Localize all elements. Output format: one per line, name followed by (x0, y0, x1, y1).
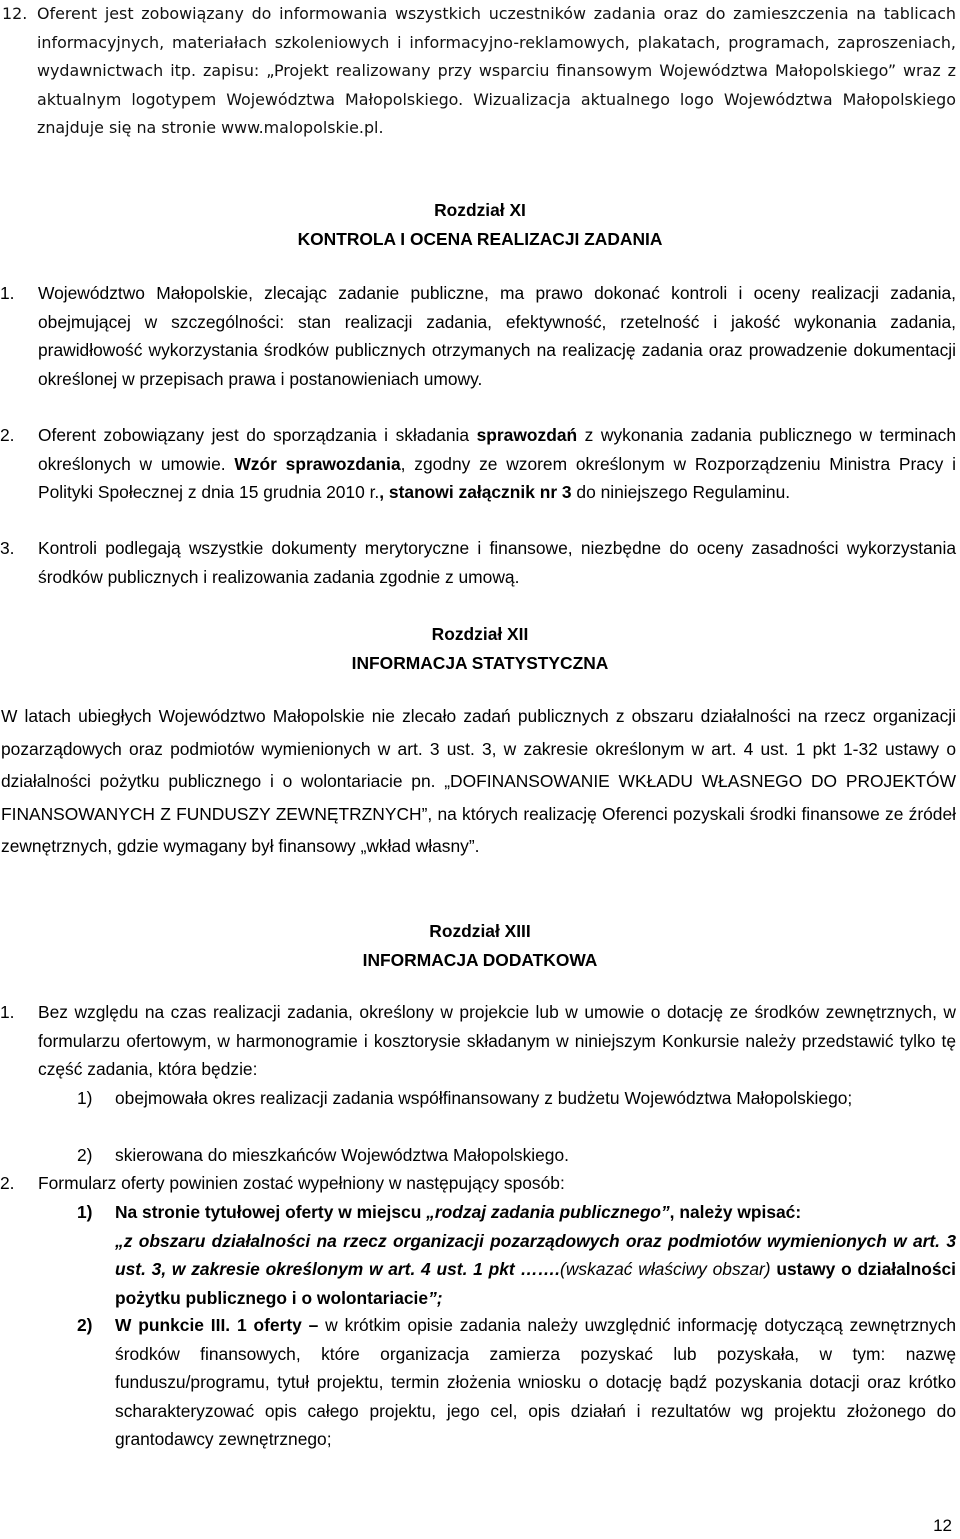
chapter-label: Rozdział XIII (429, 921, 531, 941)
page-number: 12 (933, 1516, 952, 1535)
paragraph-number: 2. (0, 1173, 15, 1193)
chapter-label: Rozdział XI (434, 200, 526, 220)
text-part: do niniejszego Regulaminu. (571, 482, 791, 502)
text-part: Oferent zobowiązany jest do sporządzania i składania (38, 425, 477, 445)
bold-part: , stanowi załącznik nr 3 (379, 482, 572, 502)
bold-italic-part: „rodzaj zadania publicznego” (426, 1202, 670, 1222)
subitem-text: obejmowała okres realizacji zadania współfinansowany z budżetu Województwa Małopolskiego; (115, 1088, 853, 1108)
paragraph-text: W latach ubiegłych Województwo Małopolskie nie zlecało zadań publicznych z obszaru działalności na rzecz organizacji pozarządowych oraz podmiotów wymienionych w art. 3 ust. 3, w zakresie określonym w art. 4 ust. 1 pkt 1-32 ustawy o działalności pożytku publicznego i o wolontariacie pn. „DOFINANSOWANIE WKŁADU WŁASNEGO DO PROJEKTÓW FINANSOWANYCH Z FUNDUSZY ZEWNĘTRZNYCH”, na których realizację Oferenci pozyskali środki finansowe ze źródeł zewnętrznych, gdzie wymagany był finansowy „wkład własny”. (1, 706, 956, 857)
chapter-title: INFORMACJA DODATKOWA (362, 949, 598, 970)
bold-part: ustawy o działalności pożytku publicznego i o wolontariacie (115, 1259, 957, 1308)
bold-italic-part: ”; (428, 1287, 443, 1308)
bold-italic-part: „z obszaru działalności na rzecz organizacji pozarządowych oraz podmiotów wymienionych w art. 3 ust. 3, w zakresie określonym w art. 4 ust. 1 pkt ……. (115, 1230, 956, 1279)
paragraph-number: 12. (2, 4, 28, 23)
chapter-title: KONTROLA I OCENA REALIZACJI ZADANIA (297, 228, 663, 249)
paragraph-number: 1. (0, 283, 15, 303)
text-part: z wykonania zadania publicznego w terminach określonych w umowie. (38, 425, 956, 474)
paragraph-number: 3. (0, 538, 15, 558)
bold-part: Wzór sprawozdania (234, 453, 401, 474)
paragraph-number: 2. (0, 425, 15, 445)
chapter-title: INFORMACJA STATYSTYCZNA (351, 652, 609, 673)
italic-part: (wskazać właściwy obszar) (560, 1259, 777, 1279)
paragraph-text: Formularz oferty powinien zostać wypełniony w następujący sposób: (38, 1173, 565, 1193)
ch13-p2-subitem-1 (77, 1198, 957, 1312)
paragraph-text: Województwo Małopolskie, zlecając zadanie publiczne, ma prawo dokonać kontroli i oceny realizacji zadania, obejmującej w szczególności: stan realizacji zadania, efektywność, rzetelność i jakość wykonania zadania, prawidłowość wykorzystania środków publicznych otrzymanych na realizację zadania oraz prowadzenie dokumentacji określonej w przepisach prawa i postanowieniach umowy. (38, 283, 956, 389)
bold-part: , należy wpisać: (669, 1202, 802, 1222)
ch11-paragraph-3 (0, 534, 956, 591)
subitem-value (115, 1227, 956, 1313)
subitem-number: 1) (77, 1088, 93, 1108)
bold-part: sprawozdań (476, 425, 578, 445)
subitem-number: 1) (77, 1202, 93, 1222)
paragraph-text: Bez względu na czas realizacji zadania, określony w projekcie lub w umowie o dotację ze środków zewnętrznych, w formularzu ofertowym, w harmonogramie i kosztorysie składanym w niniejszym Konkursie należy przedstawić tylko tę część zadania, która będzie: (38, 1002, 956, 1079)
ch11-paragraph-2 (0, 421, 956, 507)
bold-part: Na stronie tytułowej oferty w miejscu (115, 1202, 427, 1222)
subitem-number: 2) (77, 1145, 93, 1165)
paragraph-number: 1. (0, 1002, 15, 1022)
paragraph-12 (2, 0, 956, 143)
chapter-12-header (0, 620, 960, 677)
ch13-p2-subitem-2 (77, 1311, 956, 1454)
chapter-11-header (0, 196, 960, 253)
subitem-number: 2) (77, 1315, 93, 1335)
chapter-label: Rozdział XII (431, 624, 529, 644)
ch12-paragraph (1, 700, 956, 863)
subitem-text: skierowana do mieszkańców Województwa Małopolskiego. (115, 1145, 569, 1165)
subitem-heading (115, 1198, 956, 1227)
text-part: w krótkim opisie zadania należy uwzględnić informację dotyczącą zewnętrznych środków finansowych, które organizacja zamierza pozyskać lub pozyskała, w tym: nazwę funduszu/programu, tytuł projektu, termin złożenia wniosku o dotację bądź pozyskania dotacji oraz krótko scharakteryzować opis całego projektu, jego cel, opis działań i rezultatów wg projektu złożonego do grantodawcy zewnętrznego; (115, 1315, 956, 1449)
paragraph-text: Kontroli podlegają wszystkie dokumenty merytoryczne i finansowe, niezbędne do oceny zasadności wykorzystania środków publicznych i realizowania zadania zgodnie z umową. (38, 538, 956, 587)
ch13-paragraph-2 (0, 1169, 956, 1198)
ch11-paragraph-1 (0, 279, 956, 393)
text-part: , zgodny ze wzorem określonym w Rozporządzeniu Ministra Pracy i Polityki Społecznej z dnia 15 grudnia 2010 r. (38, 453, 956, 502)
ch13-paragraph-1 (0, 998, 956, 1084)
bold-part: W punkcie III. 1 oferty – (115, 1315, 319, 1335)
chapter-13-header (0, 917, 960, 974)
ch13-p1-subitem-1 (77, 1084, 956, 1113)
ch13-p1-subitem-2 (77, 1141, 956, 1170)
paragraph-text: Oferent jest zobowiązany do informowania wszystkich uczestników zadania oraz do zamieszczenia na tablicach informacyjnych, materiałach szkoleniowych i informacyjno-reklamowych, plakatach, programach, zaproszeniach, wydawnictwach itp. zapisu: „Projekt realizowany przy wsparciu finansowym Województwa Małopolskiego” wraz z aktualnym logotypem Województwa Małopolskiego. Wizualizacja aktualnego logo Województwa Małopolskiego znajduje się na stronie www.malopolskie.pl. (37, 4, 956, 137)
